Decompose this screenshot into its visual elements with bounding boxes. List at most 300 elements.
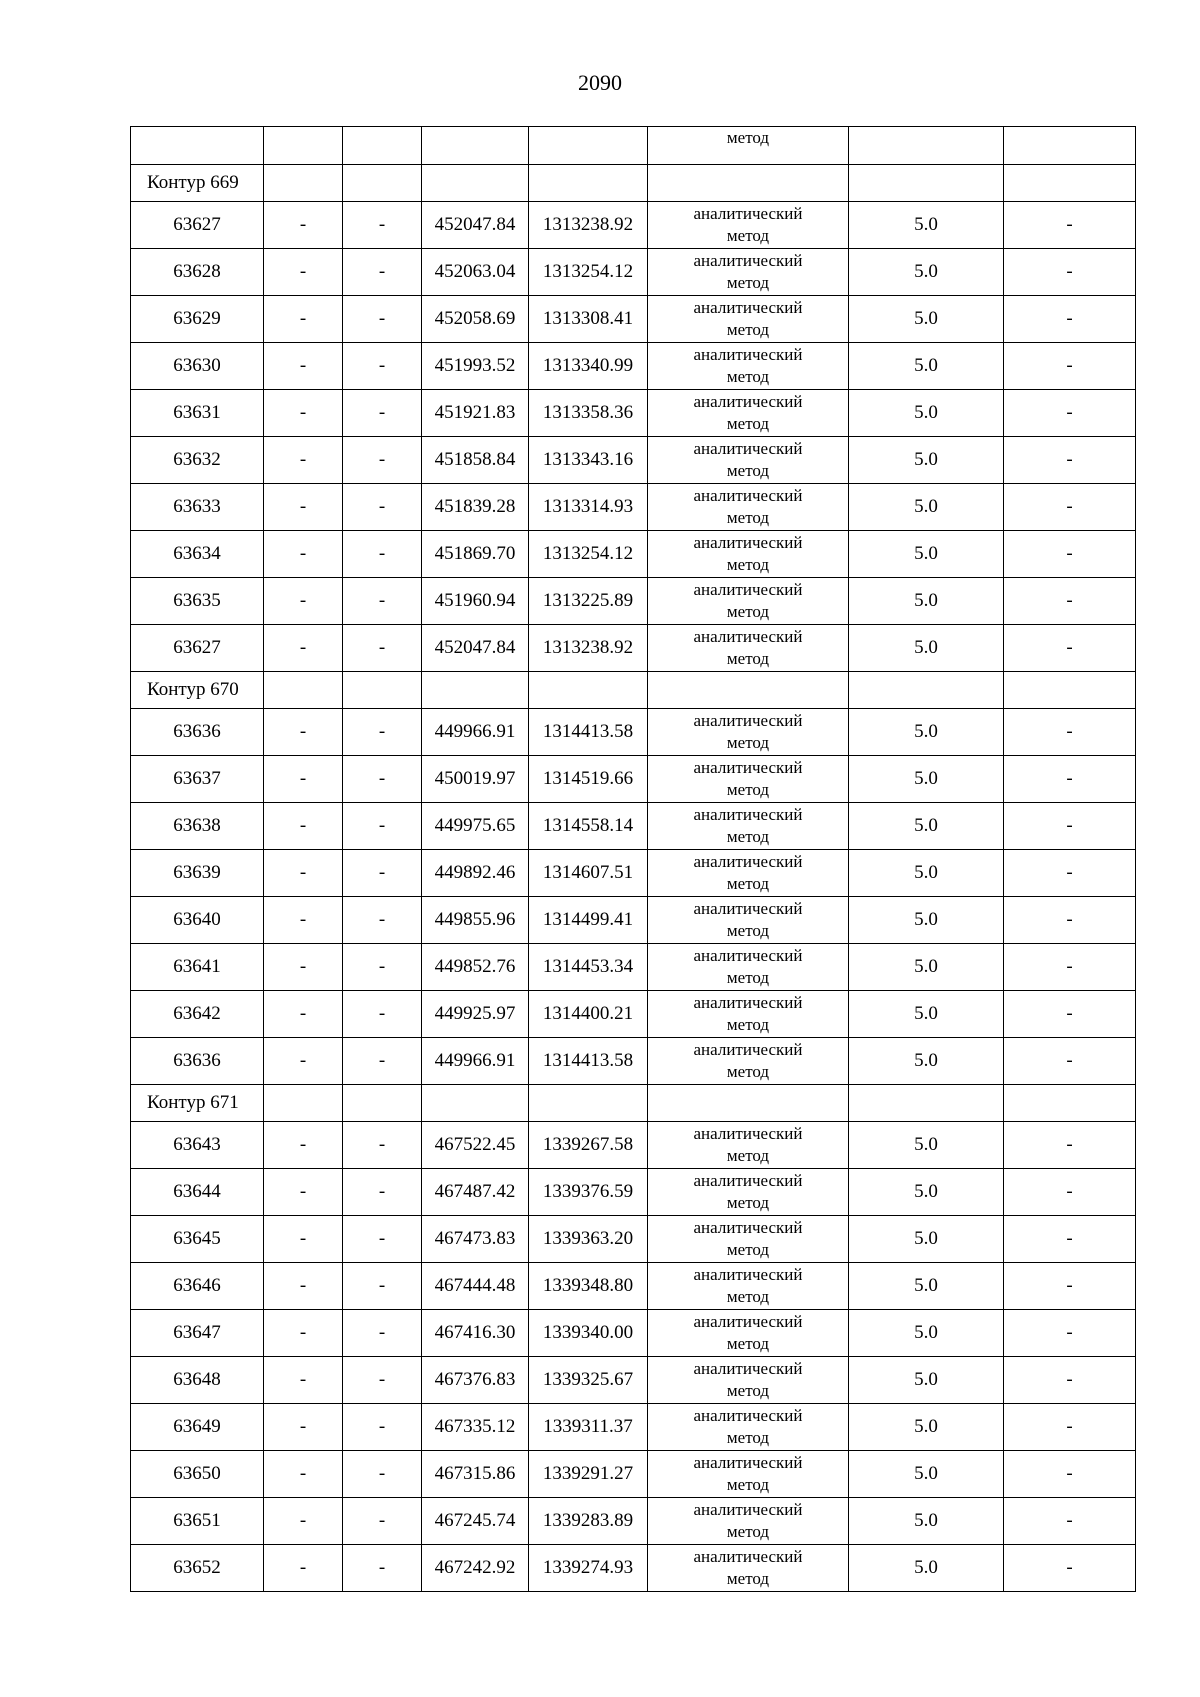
x-coordinate-cell: 452058.69 xyxy=(422,296,529,343)
method-line-2: метод xyxy=(726,649,770,668)
point-id-cell: 63644 xyxy=(131,1169,264,1216)
dash-cell: - xyxy=(343,944,422,991)
dash-cell: - xyxy=(343,803,422,850)
method-line-2: метод xyxy=(726,968,770,987)
point-id-cell: 63648 xyxy=(131,1357,264,1404)
point-id-cell: 63638 xyxy=(131,803,264,850)
y-coordinate-cell: 1314499.41 xyxy=(529,897,648,944)
accuracy-cell: 5.0 xyxy=(849,578,1004,625)
dash-cell: - xyxy=(264,296,343,343)
dash-cell: - xyxy=(1004,1038,1136,1085)
method-cell xyxy=(648,1498,849,1545)
point-id-cell: 63642 xyxy=(131,991,264,1038)
y-coordinate-cell: 1314558.14 xyxy=(529,803,648,850)
point-id-cell: 63627 xyxy=(131,202,264,249)
x-coordinate-cell: 452047.84 xyxy=(422,202,529,249)
dash-cell: - xyxy=(1004,850,1136,897)
accuracy-cell: 5.0 xyxy=(849,437,1004,484)
dash-cell: - xyxy=(1004,484,1136,531)
y-coordinate-cell: 1313308.41 xyxy=(529,296,648,343)
cell xyxy=(529,165,648,202)
dash-cell: - xyxy=(343,531,422,578)
dash-cell: - xyxy=(264,1122,343,1169)
point-id-cell: 63627 xyxy=(131,625,264,672)
cell xyxy=(343,1085,422,1122)
section-header-row xyxy=(131,165,1136,202)
x-coordinate-cell: 451993.52 xyxy=(422,343,529,390)
table-row xyxy=(131,1122,1136,1169)
y-coordinate-cell: 1313238.92 xyxy=(529,625,648,672)
dash-cell: - xyxy=(264,484,343,531)
cell xyxy=(648,1085,849,1122)
table-row xyxy=(131,897,1136,944)
dash-cell: - xyxy=(264,578,343,625)
method-line-2: метод xyxy=(726,1381,770,1400)
accuracy-cell: 5.0 xyxy=(849,1545,1004,1592)
method-line-2: метод xyxy=(726,367,770,386)
table-row xyxy=(131,343,1136,390)
method-cell xyxy=(648,390,849,437)
method-cell xyxy=(648,1216,849,1263)
dash-cell: - xyxy=(1004,249,1136,296)
point-id-cell: 63639 xyxy=(131,850,264,897)
cell xyxy=(343,127,422,165)
cell xyxy=(849,165,1004,202)
dash-cell: - xyxy=(343,202,422,249)
cell xyxy=(529,127,648,165)
dash-cell: - xyxy=(1004,625,1136,672)
cell xyxy=(343,165,422,202)
x-coordinate-cell: 450019.97 xyxy=(422,756,529,803)
point-id-cell: 63651 xyxy=(131,1498,264,1545)
method-line-2: метод xyxy=(726,414,770,433)
table-row xyxy=(131,1216,1136,1263)
cell xyxy=(849,672,1004,709)
point-id-cell: 63647 xyxy=(131,1310,264,1357)
cell xyxy=(422,672,529,709)
accuracy-cell: 5.0 xyxy=(849,1263,1004,1310)
dash-cell: - xyxy=(1004,1357,1136,1404)
y-coordinate-cell: 1339340.00 xyxy=(529,1310,648,1357)
method-line-1: аналитический xyxy=(693,711,803,730)
method-line-1: аналитический xyxy=(693,993,803,1012)
accuracy-cell: 5.0 xyxy=(849,249,1004,296)
method-line-1: аналитический xyxy=(693,946,803,965)
accuracy-cell: 5.0 xyxy=(849,343,1004,390)
accuracy-cell: 5.0 xyxy=(849,202,1004,249)
method-cell xyxy=(648,625,849,672)
cell xyxy=(264,127,343,165)
point-id-cell: 63637 xyxy=(131,756,264,803)
accuracy-cell: 5.0 xyxy=(849,991,1004,1038)
x-coordinate-cell: 449966.91 xyxy=(422,1038,529,1085)
point-id-cell: 63629 xyxy=(131,296,264,343)
dash-cell: - xyxy=(343,578,422,625)
method-cell xyxy=(648,1451,849,1498)
method-line-2: метод xyxy=(726,602,770,621)
point-id-cell: 63631 xyxy=(131,390,264,437)
method-cell xyxy=(648,1169,849,1216)
point-id-cell: 63635 xyxy=(131,578,264,625)
table-row xyxy=(131,850,1136,897)
section-header-row xyxy=(131,672,1136,709)
x-coordinate-cell: 467522.45 xyxy=(422,1122,529,1169)
accuracy-cell: 5.0 xyxy=(849,1357,1004,1404)
point-id-cell: 63636 xyxy=(131,1038,264,1085)
method-cell xyxy=(648,202,849,249)
dash-cell: - xyxy=(1004,343,1136,390)
point-id-cell: 63630 xyxy=(131,343,264,390)
method-line-1: аналитический xyxy=(693,805,803,824)
cell xyxy=(529,1085,648,1122)
accuracy-cell: 5.0 xyxy=(849,709,1004,756)
dash-cell: - xyxy=(264,1038,343,1085)
dash-cell: - xyxy=(1004,897,1136,944)
y-coordinate-cell: 1339363.20 xyxy=(529,1216,648,1263)
dash-cell: - xyxy=(264,709,343,756)
cell xyxy=(264,165,343,202)
x-coordinate-cell: 449855.96 xyxy=(422,897,529,944)
dash-cell: - xyxy=(343,756,422,803)
y-coordinate-cell: 1313254.12 xyxy=(529,249,648,296)
method-line-2: метод xyxy=(726,320,770,339)
method-line-2: метод xyxy=(726,226,770,245)
table-row xyxy=(131,1263,1136,1310)
x-coordinate-cell: 467376.83 xyxy=(422,1357,529,1404)
y-coordinate-cell: 1313358.36 xyxy=(529,390,648,437)
y-coordinate-cell: 1313254.12 xyxy=(529,531,648,578)
method-line-2: метод xyxy=(726,780,770,799)
dash-cell: - xyxy=(264,944,343,991)
cell xyxy=(1004,165,1136,202)
dash-cell: - xyxy=(343,249,422,296)
dash-cell: - xyxy=(1004,1404,1136,1451)
x-coordinate-cell: 449925.97 xyxy=(422,991,529,1038)
x-coordinate-cell: 467245.74 xyxy=(422,1498,529,1545)
method-line-2: метод xyxy=(726,1475,770,1494)
method-line-2: метод xyxy=(726,555,770,574)
dash-cell: - xyxy=(1004,944,1136,991)
table-row xyxy=(131,1404,1136,1451)
dash-cell: - xyxy=(1004,1310,1136,1357)
y-coordinate-cell: 1314519.66 xyxy=(529,756,648,803)
method-line-1: аналитический xyxy=(693,1265,803,1284)
method-line-2: метод xyxy=(726,1146,770,1165)
dash-cell: - xyxy=(1004,578,1136,625)
page-number: 2090 xyxy=(578,70,622,95)
y-coordinate-cell: 1314413.58 xyxy=(529,1038,648,1085)
accuracy-cell: 5.0 xyxy=(849,1216,1004,1263)
dash-cell: - xyxy=(264,803,343,850)
accuracy-cell: 5.0 xyxy=(849,897,1004,944)
cell xyxy=(264,1085,343,1122)
table-row xyxy=(131,1357,1136,1404)
dash-cell: - xyxy=(1004,1545,1136,1592)
point-id-cell: 63645 xyxy=(131,1216,264,1263)
cell xyxy=(648,672,849,709)
method-cell xyxy=(648,437,849,484)
method-line-1: аналитический xyxy=(693,1500,803,1519)
dash-cell: - xyxy=(343,991,422,1038)
accuracy-cell: 5.0 xyxy=(849,756,1004,803)
accuracy-cell: 5.0 xyxy=(849,944,1004,991)
method-line-2: метод xyxy=(726,1522,770,1541)
method-cell xyxy=(648,484,849,531)
table-row xyxy=(131,991,1136,1038)
dash-cell: - xyxy=(343,1310,422,1357)
dash-cell: - xyxy=(264,1169,343,1216)
dash-cell: - xyxy=(1004,531,1136,578)
cell xyxy=(131,127,264,165)
cell xyxy=(849,1085,1004,1122)
method-line-1: аналитический xyxy=(693,1453,803,1472)
method-line-2: метод xyxy=(726,921,770,940)
method-cell xyxy=(648,578,849,625)
table-row xyxy=(131,296,1136,343)
method-line-1: аналитический xyxy=(693,1359,803,1378)
method-line-2: метод xyxy=(726,1193,770,1212)
method-cell xyxy=(648,531,849,578)
coordinates-table xyxy=(130,126,1136,1592)
method-line-1: аналитический xyxy=(693,580,803,599)
table-row xyxy=(131,578,1136,625)
point-id-cell: 63628 xyxy=(131,249,264,296)
dash-cell: - xyxy=(343,1216,422,1263)
method-line-1: аналитический xyxy=(693,1406,803,1425)
table-row xyxy=(131,484,1136,531)
method-cell xyxy=(648,991,849,1038)
y-coordinate-cell: 1314607.51 xyxy=(529,850,648,897)
point-id-cell: 63643 xyxy=(131,1122,264,1169)
method-line-1: аналитический xyxy=(693,298,803,317)
dash-cell: - xyxy=(343,625,422,672)
method-cell: метод xyxy=(648,127,849,165)
method-line-1: аналитический xyxy=(693,1124,803,1143)
cell xyxy=(1004,1085,1136,1122)
method-line-2: метод xyxy=(726,1569,770,1588)
method-line-1: аналитический xyxy=(693,1547,803,1566)
dash-cell: - xyxy=(343,1451,422,1498)
method-line-1: аналитический xyxy=(693,852,803,871)
method-line-1: аналитический xyxy=(693,251,803,270)
y-coordinate-cell: 1339348.80 xyxy=(529,1263,648,1310)
x-coordinate-cell: 467315.86 xyxy=(422,1451,529,1498)
method-cell xyxy=(648,1122,849,1169)
cell xyxy=(422,1085,529,1122)
method-line-2: метод xyxy=(726,461,770,480)
method-cell xyxy=(648,249,849,296)
dash-cell: - xyxy=(343,343,422,390)
y-coordinate-cell: 1339325.67 xyxy=(529,1357,648,1404)
method-line-2: метод xyxy=(726,1015,770,1034)
method-cell xyxy=(648,1357,849,1404)
dash-cell: - xyxy=(343,390,422,437)
dash-cell: - xyxy=(343,1357,422,1404)
method-cell xyxy=(648,944,849,991)
dash-cell: - xyxy=(264,1451,343,1498)
accuracy-cell: 5.0 xyxy=(849,531,1004,578)
method-line-2: метод xyxy=(726,508,770,527)
dash-cell: - xyxy=(264,1357,343,1404)
dash-cell: - xyxy=(264,1545,343,1592)
method-cell xyxy=(648,803,849,850)
method-line-1: аналитический xyxy=(693,439,803,458)
dash-cell: - xyxy=(1004,1263,1136,1310)
dash-cell: - xyxy=(264,531,343,578)
dash-cell: - xyxy=(264,1263,343,1310)
dash-cell: - xyxy=(343,296,422,343)
dash-cell: - xyxy=(264,756,343,803)
table-row xyxy=(131,944,1136,991)
table-row xyxy=(131,437,1136,484)
dash-cell: - xyxy=(343,1545,422,1592)
dash-cell: - xyxy=(264,249,343,296)
method-line-1: аналитический xyxy=(693,392,803,411)
dash-cell: - xyxy=(1004,296,1136,343)
method-line-2: метод xyxy=(726,1428,770,1447)
x-coordinate-cell: 467335.12 xyxy=(422,1404,529,1451)
accuracy-cell: 5.0 xyxy=(849,1310,1004,1357)
x-coordinate-cell: 451921.83 xyxy=(422,390,529,437)
y-coordinate-cell: 1339267.58 xyxy=(529,1122,648,1169)
x-coordinate-cell: 467416.30 xyxy=(422,1310,529,1357)
table-body xyxy=(131,127,1136,1592)
section-label: Контур 669 xyxy=(131,165,264,202)
dash-cell: - xyxy=(264,625,343,672)
method-cell xyxy=(648,343,849,390)
method-line-2: метод xyxy=(726,733,770,752)
method-cell xyxy=(648,296,849,343)
table-row xyxy=(131,1169,1136,1216)
dash-cell: - xyxy=(264,1216,343,1263)
y-coordinate-cell: 1339274.93 xyxy=(529,1545,648,1592)
x-coordinate-cell: 451960.94 xyxy=(422,578,529,625)
cell xyxy=(1004,127,1136,165)
dash-cell: - xyxy=(264,343,343,390)
method-cell xyxy=(648,850,849,897)
dash-cell: - xyxy=(264,897,343,944)
x-coordinate-cell: 449975.65 xyxy=(422,803,529,850)
y-coordinate-cell: 1314413.58 xyxy=(529,709,648,756)
dash-cell: - xyxy=(1004,202,1136,249)
cell xyxy=(849,127,1004,165)
dash-cell: - xyxy=(264,1498,343,1545)
point-id-cell: 63652 xyxy=(131,1545,264,1592)
y-coordinate-cell: 1313343.16 xyxy=(529,437,648,484)
accuracy-cell: 5.0 xyxy=(849,390,1004,437)
table-row xyxy=(131,1038,1136,1085)
cell xyxy=(264,672,343,709)
table-row xyxy=(131,1451,1136,1498)
x-coordinate-cell: 449852.76 xyxy=(422,944,529,991)
method-line-2: метод xyxy=(726,1334,770,1353)
method-cell xyxy=(648,756,849,803)
cell xyxy=(422,165,529,202)
dash-cell: - xyxy=(264,202,343,249)
method-line-1: аналитический xyxy=(693,1171,803,1190)
method-line-1: аналитический xyxy=(693,204,803,223)
dash-cell: - xyxy=(343,709,422,756)
y-coordinate-cell: 1313225.89 xyxy=(529,578,648,625)
table-row xyxy=(131,390,1136,437)
dash-cell: - xyxy=(343,897,422,944)
method-line-1: аналитический xyxy=(693,533,803,552)
point-id-cell: 63650 xyxy=(131,1451,264,1498)
x-coordinate-cell: 451869.70 xyxy=(422,531,529,578)
y-coordinate-cell: 1339283.89 xyxy=(529,1498,648,1545)
method-line-2: метод xyxy=(726,1287,770,1306)
table-row xyxy=(131,531,1136,578)
cell xyxy=(343,672,422,709)
dash-cell: - xyxy=(343,1038,422,1085)
accuracy-cell: 5.0 xyxy=(849,1038,1004,1085)
dash-cell: - xyxy=(264,1404,343,1451)
method-line-1: аналитический xyxy=(693,1312,803,1331)
continued-row xyxy=(131,127,1136,165)
y-coordinate-cell: 1314453.34 xyxy=(529,944,648,991)
y-coordinate-cell: 1314400.21 xyxy=(529,991,648,1038)
y-coordinate-cell: 1339291.27 xyxy=(529,1451,648,1498)
point-id-cell: 63632 xyxy=(131,437,264,484)
dash-cell: - xyxy=(1004,437,1136,484)
dash-cell: - xyxy=(1004,709,1136,756)
x-coordinate-cell: 451858.84 xyxy=(422,437,529,484)
method-line-1: аналитический xyxy=(693,899,803,918)
table-row xyxy=(131,625,1136,672)
cell xyxy=(648,165,849,202)
accuracy-cell: 5.0 xyxy=(849,1122,1004,1169)
dash-cell: - xyxy=(343,484,422,531)
dash-cell: - xyxy=(264,1310,343,1357)
method-cell xyxy=(648,709,849,756)
table-row xyxy=(131,756,1136,803)
accuracy-cell: 5.0 xyxy=(849,1451,1004,1498)
x-coordinate-cell: 449966.91 xyxy=(422,709,529,756)
method-line-2: метод xyxy=(726,1240,770,1259)
point-id-cell: 63640 xyxy=(131,897,264,944)
method-line-2: метод xyxy=(726,874,770,893)
dash-cell: - xyxy=(343,437,422,484)
table-row xyxy=(131,249,1136,296)
accuracy-cell: 5.0 xyxy=(849,1169,1004,1216)
accuracy-cell: 5.0 xyxy=(849,625,1004,672)
x-coordinate-cell: 452063.04 xyxy=(422,249,529,296)
accuracy-cell: 5.0 xyxy=(849,484,1004,531)
method-cell xyxy=(648,1545,849,1592)
method-cell xyxy=(648,1310,849,1357)
x-coordinate-cell: 451839.28 xyxy=(422,484,529,531)
dash-cell: - xyxy=(264,437,343,484)
accuracy-cell: 5.0 xyxy=(849,1498,1004,1545)
table-row xyxy=(131,202,1136,249)
x-coordinate-cell: 467242.92 xyxy=(422,1545,529,1592)
method-cell xyxy=(648,897,849,944)
method-line-1: аналитический xyxy=(693,486,803,505)
table-row xyxy=(131,1310,1136,1357)
method-line-1: аналитический xyxy=(693,1040,803,1059)
point-id-cell: 63649 xyxy=(131,1404,264,1451)
table-row xyxy=(131,803,1136,850)
dash-cell: - xyxy=(1004,756,1136,803)
method-line-1: аналитический xyxy=(693,1218,803,1237)
y-coordinate-cell: 1313238.92 xyxy=(529,202,648,249)
dash-cell: - xyxy=(343,1122,422,1169)
point-id-cell: 63646 xyxy=(131,1263,264,1310)
method-line-1: аналитический xyxy=(693,627,803,646)
y-coordinate-cell: 1339311.37 xyxy=(529,1404,648,1451)
method-line-2: метод xyxy=(726,1062,770,1081)
accuracy-cell: 5.0 xyxy=(849,850,1004,897)
